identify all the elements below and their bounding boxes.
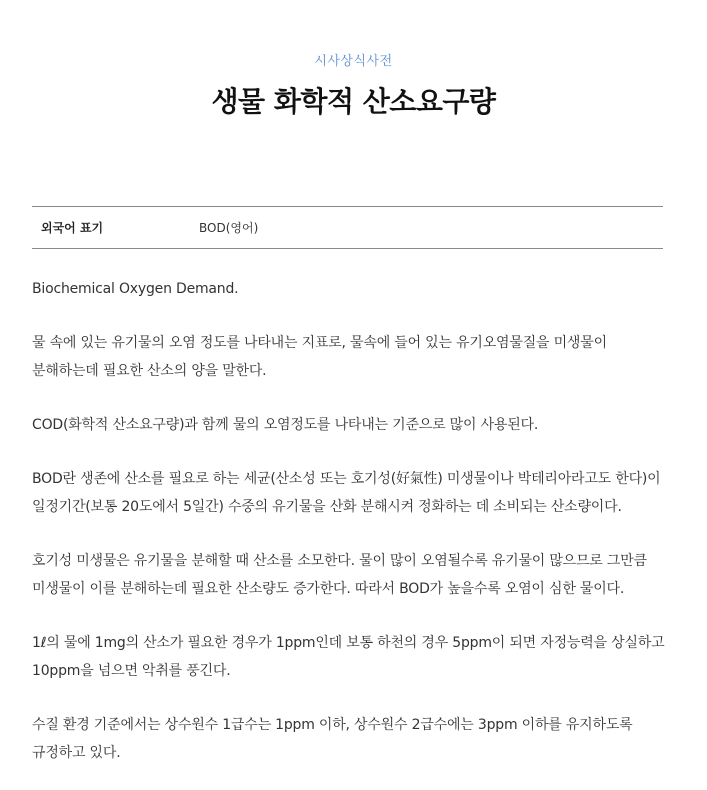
paragraph: 수질 환경 기준에서는 상수원수 1급수는 1ppm 이하, 상수원수 2급수에는 3ppm 이하를 유지하도록 규정하고 있다. [32, 717, 633, 761]
paragraph: 물 속에 있는 유기물의 오염 정도를 나타내는 지표로, 물속에 들어 있는 유기오염물질을 미생물이 분해하는데 필요한 산소의 양을 말한다. [32, 335, 607, 379]
paragraph: BOD란 생존에 산소를 필요로 하는 세균(산소성 또는 호기성(好氣性) 미생물이나 박테리아라고도 한다)이 일정기간(보통 20도에서 5일간) 수중의 유기물을 산화 분해시켜 정화하는 데 소비되는 산소량이다. [32, 471, 661, 515]
category-link[interactable]: 시사상식사전 [314, 54, 393, 69]
paragraph: COD(화학적 산소요구량)과 함께 물의 오염정도를 나타내는 기준으로 많이 사용된다. [32, 417, 539, 433]
page-title: 생물 화학적 산소요구량 [211, 85, 496, 118]
paragraph: Biochemical Oxygen Demand. [32, 281, 239, 297]
info-value: BOD(영어) [199, 221, 259, 235]
paragraph: 호기성 미생물은 유기물을 분해할 때 산소를 소모한다. 물이 많이 오염될수록 유기물이 많으므로 그만큼 미생물이 이를 분해하는데 필요한 산소량도 증가한다. 따라서 BOD가 높을수록 오염이 심한 물이다. [32, 553, 647, 597]
info-label: 외국어 표기 [41, 221, 104, 235]
paragraph: 1ℓ의 물에 1mg의 산소가 필요한 경우가 1ppm인데 보통 하천의 경우 5ppm이 되면 자정능력을 상실하고 10ppm을 넘으면 악취를 풍긴다. [32, 635, 665, 679]
article-body [32, 275, 666, 790]
info-table [32, 206, 663, 249]
